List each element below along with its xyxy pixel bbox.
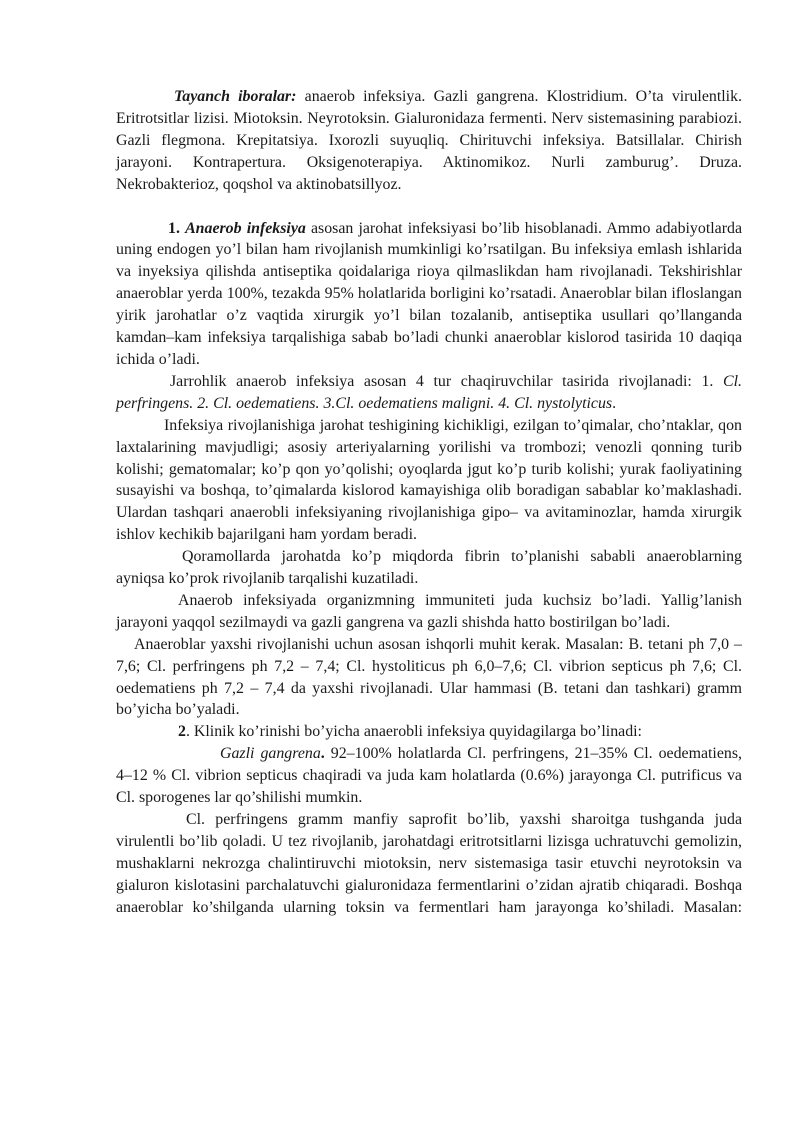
section1-p1-text: asosan jarohat infeksiyasi bo’lib hisoblanadi. Ammo adabiyotlarda uning endogen yo’l bilan ham rivojlanish mumkinligi ko’rsatilgan. Bu infeksiya emlash ishlarida va inyeksiya qilishda antiseptika qoidalariga rioya qilmaslikdan ham rivojlanadi. Tekshirishlar anaeroblar yerda 100%, tezakda 95% holatlarida borligini ko’rsatadi. Anaeroblar bilan ifloslangan yirik jarohatlar o’z vaqtida xirurgik yo’l bilan tozalanib, antiseptika usullari qo’llanganda kamdan–kam infeksiya tarqalishiga sabab bo’ladi chunki anaeroblar kislorod tasirida 10 daqiqa ichida o’ladi. [116, 219, 742, 368]
cattle-paragraph: Qoramollarda jarohatda ko’p miqdorda fibrin to’planishi sababli anaeroblarning ayniqsa ko’prok rivojlanib tarqalishi kuzatiladi. [116, 548, 742, 588]
pathogens-species: Cl. perfringens. 2. Cl. oedematiens. 3.Cl. oedematiens maligni. 4. Cl. nystolyticus [116, 372, 742, 412]
keywords-paragraph [116, 86, 742, 196]
pathogens-paragraph [116, 371, 742, 415]
ph-paragraph: Anaeroblar yaxshi rivojlanishi uchun asosan ishqorli muhit kerak. Masalan: B. tetani ph 7,0 – 7,6; Cl. perfringens ph 7,2 – 7,4; Cl. hystoliticus ph 6,0–7,6; Cl. vibrion septicus ph 7,6; Cl. oedematiens ph 7,2 – 7,4 da yaxshi rivojlanadi. Ular hammasi (B. tetani dan tashkari) gramm bo’yicha bo’yaladi. [116, 635, 742, 719]
pathogens-end: . [612, 394, 617, 412]
section1-term: Anaerob infeksiya [185, 219, 306, 237]
pathogens-intro: Jarrohlik anaerob infeksiya asosan 4 tur chaqiruvchilar tasirida rivojlanadi: 1. [170, 372, 723, 390]
section2-number: 2 [178, 723, 186, 741]
paragraph-gap [116, 196, 742, 218]
section1-number: 1. [168, 219, 180, 237]
section2-heading [116, 721, 742, 743]
keywords-label: Tayanch iboralar: [174, 88, 297, 105]
risk-factors-paragraph: Infeksiya rivojlanishiga jarohat teshigining kichikligi, ezilgan to’qimalar, cho’ntaklar, qon laxtalarining mavjudligi; asosiy arteriyalarning yorilishi va trombozi; venozli qonning turib kolishi; gematomalar; ko’p qon yo’qolishi; oyoqlarda jgut ko’p turib kolishi; yurak faoliyatining susayishi va boshqa, to’qimalarda kislorod kamayishiga olib boradigan sabablar ko’maklashadi. Ulardan tashqari anaerobli infeksiyaning rivojlanishiga gipo– va avitaminozlar, hamda xirurgik ishlov kechikib bajarilgani ham yordam beradi. [116, 416, 742, 544]
gas-gangrene-term: Gazli gangrena [220, 745, 321, 763]
document-page [116, 86, 742, 919]
gas-gangrene-text: 92–100% holatlarda Cl. perfringens, 21–35% Cl. oedematiens, 4–12 % Cl. vibrion septicus chaqiradi va juda kam holatlarda (0.6%) jarayonga Cl. putrificus va Cl. sporogenes lar qo’shilishi mumkin. [116, 745, 742, 807]
gas-gangrene-paragraph [116, 743, 742, 809]
immunity-paragraph: Anaerob infeksiyada organizmning immuniteti juda kuchsiz bo’ladi. Yallig’lanish jarayoni yaqqol sezilmaydi va gazli gangrena va gazli shishda hatto bostirilgan bo’ladi. [116, 591, 742, 631]
perfringens-paragraph: Cl. perfringens gramm manfiy saprofit bo’lib, yaxshi sharoitga tushganda juda virulentli bo’lib qoladi. U tez rivojlanib, jarohatdagi eritrotsitlarni lizisga uchratuvchi gemolizin, mushaklarni nekrozga chalintiruvchi miotoksin, nerv sistemasiga tasir etuvchi neyrotoksin va gialuron kislotasini parchalatuvchi gialuronidaza fermentlarini o’zidan ajratib chiqaradi. Boshqa anaeroblar ko’shilganda ularning toksin va fermentlari ham jarayonga ko’shiladi. Masalan: [116, 811, 742, 916]
keywords-text: anaerob infeksiya. Gazli gangrena. Klostridium. O’ta virulentlik. Eritrotsitlar lizisi. Miotoksin. Neyrotoksin. Gialuronidaza fermenti. Nerv sistemasining parabiozi. Gazli flegmona. Krepitatsiya. Ixorozli suyuqliq. Chirituvchi infeksiya. Batsillalar. Chirish jarayoni. Kontrapertura. Oksigenoterapiya. Aktinomikoz. Nurli zamburug’. Druza. Nekrobakterioz, qoqshol va aktinobatsillyoz. [116, 88, 742, 193]
section2-heading-text: . Klinik ko’rinishi bo’yicha anaerobli infeksiya quyidagilarga bo’linadi: [185, 723, 642, 741]
section1-intro-paragraph [116, 218, 742, 371]
gas-gangrene-dot: . [320, 745, 325, 763]
